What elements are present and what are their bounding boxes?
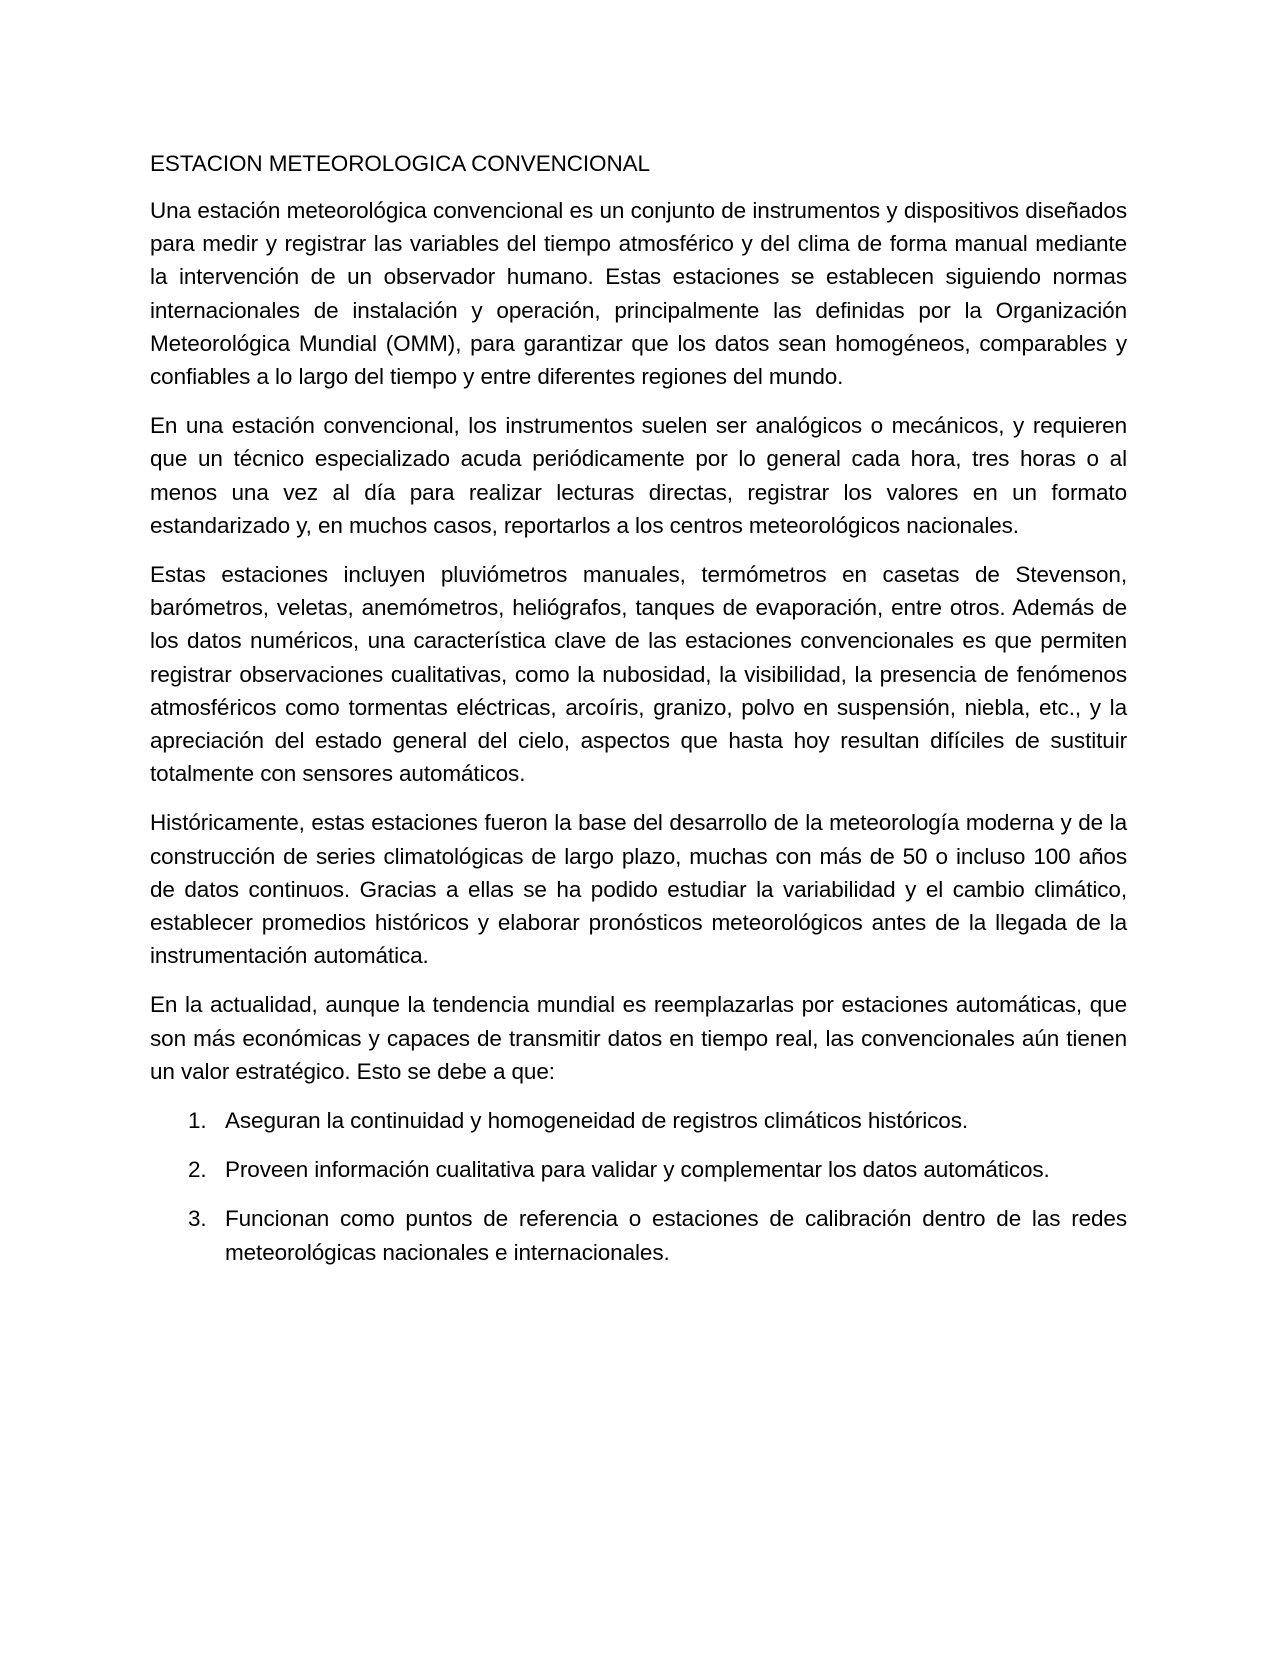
list-number: [150, 1153, 225, 1186]
list-number-text: 3.: [188, 1206, 207, 1232]
paragraph-present: En la actualidad, aunque la tendencia mundial es reemplazarlas por estaciones automáticas, que son más económicas y capaces de transmitir datos en tiempo real, las convencionales aún tienen un valor estratégico. Esto se debe a que:: [150, 992, 1127, 1084]
list-item: [150, 1202, 1127, 1268]
list-item: [150, 1104, 1127, 1137]
list-item-text: Aseguran la continuidad y homogeneidad de registros climáticos históricos.: [225, 1108, 969, 1134]
list-number: [150, 1104, 225, 1137]
paragraph-history: Históricamente, estas estaciones fueron la base del desarrollo de la meteorología moderna y de la construcción de series climatológicas de largo plazo, muchas con más de 50 o incluso 100 años de datos continuos. Gracias a ellas se ha podido estudiar la variabilidad y el cambio climático, establecer promedios históricos y elaborar pronósticos meteorológicos antes de la llegada de la instrumentación automática.: [150, 810, 1127, 969]
paragraph-instruments: Estas estaciones incluyen pluviómetros manuales, termómetros en casetas de Stevenson, barómetros, veletas, anemómetros, heliógrafos, tanques de evaporación, entre otros. Además de los datos numéricos, una característica clave de las estaciones convencionales es que permiten registrar observaciones cualitativas, como la nubosidad, la visibilidad, la presencia de fenómenos atmosféricos como tormentas eléctricas, arcoíris, granizo, polvo en suspensión, niebla, etc., y la apreciación del estado general del cielo, aspectos que hasta hoy resultan difíciles de sustituir totalmente con sensores automáticos.: [150, 562, 1127, 787]
list-item: [150, 1153, 1127, 1186]
document-page: [150, 147, 1127, 1285]
list-number: [150, 1202, 225, 1268]
document-title: ESTACION METEOROLOGICA CONVENCIONAL: [150, 151, 650, 176]
reasons-list: [150, 1104, 1127, 1269]
list-number-text: 2.: [188, 1157, 207, 1183]
list-number-text: 1.: [188, 1108, 207, 1134]
paragraph-definition: Una estación meteorológica convencional es un conjunto de instrumentos y dispositivos diseñados para medir y registrar las variables del tiempo atmosférico y del clima de forma manual mediante la intervención de un observador humano. Estas estaciones se establecen siguiendo normas internacionales de instalación y operación, principalmente las definidas por la Organización Meteorológica Mundial (OMM), para garantizar que los datos sean homogéneos, comparables y confiables a lo largo del tiempo y entre diferentes regiones del mundo.: [150, 198, 1127, 390]
list-item-text: Funcionan como puntos de referencia o estaciones de calibración dentro de las redes meteorológicas nacionales e internacionales.: [225, 1206, 1127, 1265]
list-item-text: Proveen información cualitativa para validar y complementar los datos automáticos.: [225, 1157, 1050, 1183]
paragraph-operation: En una estación convencional, los instrumentos suelen ser analógicos o mecánicos, y requieren que un técnico especializado acuda periódicamente por lo general cada hora, tres horas o al menos una vez al día para realizar lecturas directas, registrar los valores en un formato estandarizado y, en muchos casos, reportarlos a los centros meteorológicos nacionales.: [150, 413, 1127, 538]
